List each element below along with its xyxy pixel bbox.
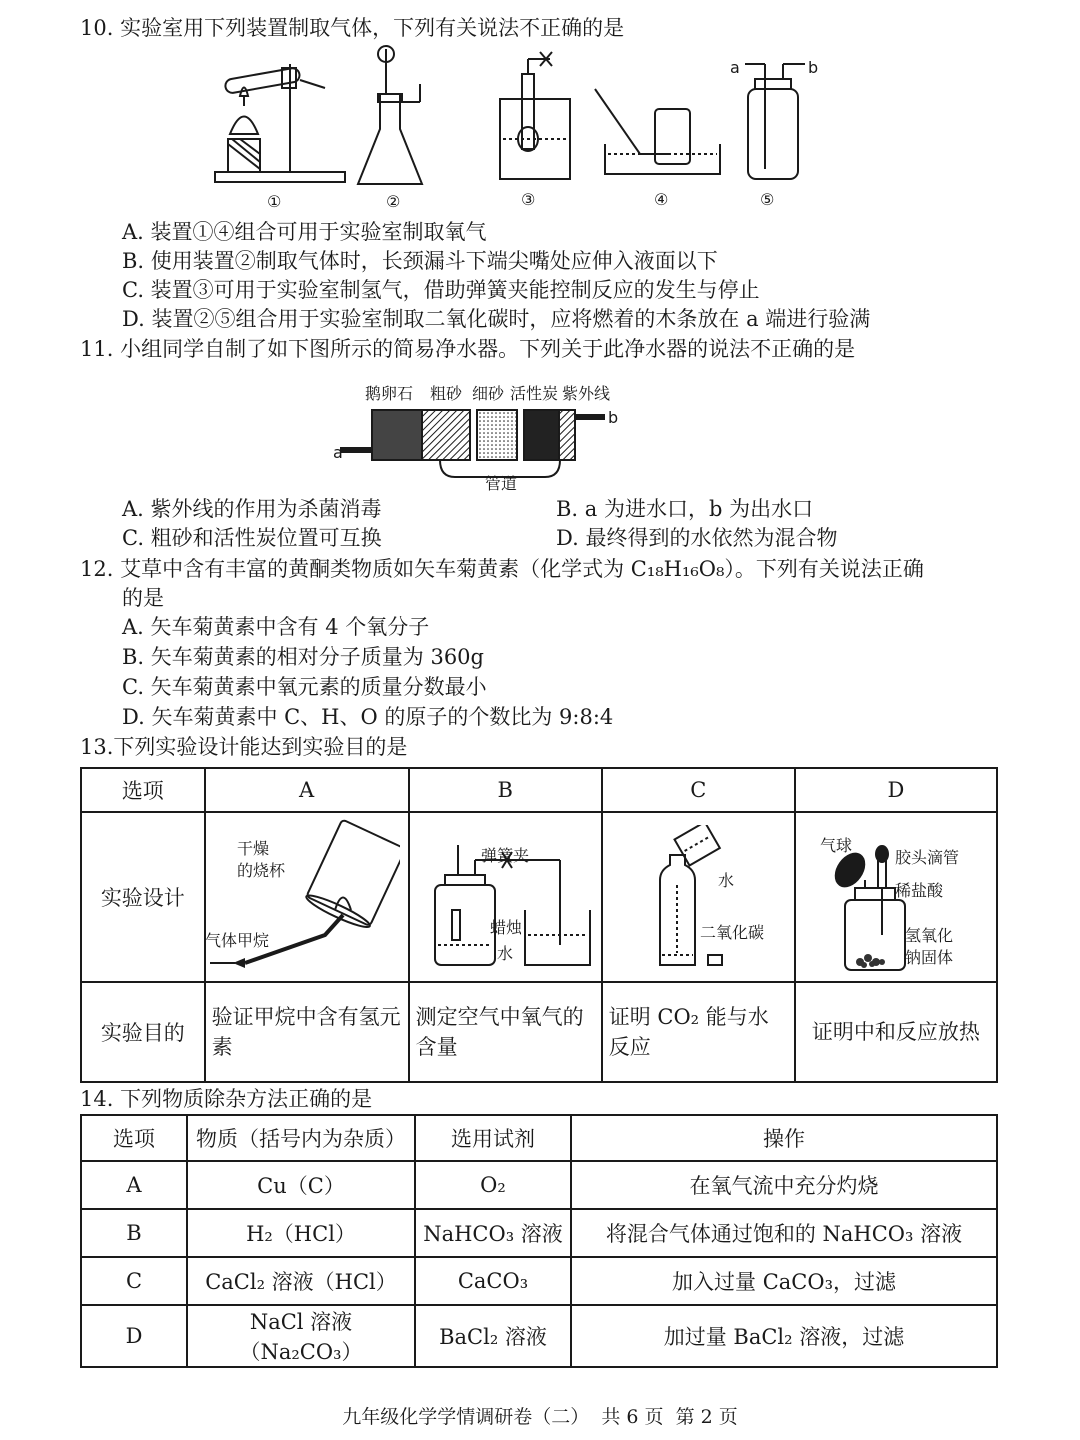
q11-option-a: A. 紫外线的作用为杀菌消毒 bbox=[122, 497, 382, 521]
q14-cell: 加入过量 CaCO₃，过滤 bbox=[571, 1257, 997, 1305]
layer-label-pebbles: 鹅卵石 bbox=[365, 384, 414, 403]
q11-option-c: C. 粗砂和活性炭位置可互换 bbox=[122, 526, 382, 550]
q14-cell: Cu（C） bbox=[187, 1161, 415, 1209]
q11-option-b: B. a 为进水口，b 为出水口 bbox=[556, 497, 814, 521]
q14-cell: C bbox=[81, 1257, 187, 1305]
q13-purpose-a: 验证甲烷中含有氢元素 bbox=[205, 982, 409, 1082]
figD-acid-label: 稀盐酸 bbox=[895, 881, 944, 900]
apparatus-label-5: ⑤ bbox=[760, 190, 775, 209]
q14-cell: NaCl 溶液（Na₂CO₃） bbox=[187, 1305, 415, 1367]
q12-option-c: C. 矢车菊黄素中氧元素的质量分数最小 bbox=[122, 675, 487, 699]
pipe-label: 管道 bbox=[485, 474, 518, 493]
layer-label-coarse-sand: 粗砂 bbox=[430, 384, 463, 403]
q14-header-row bbox=[81, 1115, 997, 1161]
q10-option-c: C. 装置③可用于实验室制氢气，借助弹簧夹能控制反应的发生与停止 bbox=[122, 278, 760, 302]
q14-table bbox=[80, 1114, 998, 1368]
page-footer: 九年级化学学情调研卷（二） 共 6 页 第 2 页 bbox=[342, 1406, 738, 1428]
q14-cell: B bbox=[81, 1209, 187, 1257]
q13-header-d: D bbox=[795, 768, 997, 812]
q13-purpose-b: 测定空气中氧气的含量 bbox=[409, 982, 602, 1082]
q10-option-d: D. 装置②⑤组合用于实验室制取二氧化碳时，应将燃着的木条放在 a 端进行验满 bbox=[122, 307, 871, 331]
q14-cell: BaCl₂ 溶液 bbox=[415, 1305, 571, 1367]
q14-header-substance: 物质（括号内为杂质） bbox=[187, 1115, 415, 1161]
q14-cell: 加过量 BaCl₂ 溶液，过滤 bbox=[571, 1305, 997, 1367]
q13-header-b: B bbox=[409, 768, 602, 812]
q11-purifier-figure bbox=[330, 395, 620, 485]
figD-dropper-label: 胶头滴管 bbox=[895, 848, 960, 867]
q14-row-d bbox=[81, 1305, 997, 1367]
q13-purpose-row bbox=[81, 982, 997, 1082]
q12-stem-line2: 的是 bbox=[122, 586, 164, 610]
layer-label-uv: 紫外线 bbox=[562, 384, 611, 403]
q13-purpose-d: 证明中和反应放热 bbox=[795, 982, 997, 1082]
end-a-label: a bbox=[333, 443, 343, 462]
layer-label-activated-carbon: 活性炭 bbox=[510, 384, 559, 403]
q14-cell: CaCl₂ 溶液（HCl） bbox=[187, 1257, 415, 1305]
q13-stem: 13.下列实验设计能达到实验目的是 bbox=[80, 735, 408, 759]
figA-beaker-label: 干燥 的烧杯 bbox=[237, 839, 286, 880]
q14-stem: 14. 下列物质除杂方法正确的是 bbox=[80, 1087, 373, 1111]
q11-option-d: D. 最终得到的水依然为混合物 bbox=[556, 526, 838, 550]
q13-design-label: 实验设计 bbox=[81, 812, 205, 982]
q13-header-c: C bbox=[602, 768, 795, 812]
figD-solid-label: 氢氧化 钠固体 bbox=[905, 926, 954, 967]
q13-header-a: A bbox=[205, 768, 409, 812]
q10-stem: 10. 实验室用下列装置制取气体，下列有关说法不正确的是 bbox=[80, 16, 625, 40]
port-b-label: b bbox=[808, 58, 819, 77]
apparatus-label-2: ② bbox=[386, 192, 401, 211]
q13-purpose-c: 证明 CO₂ 能与水反应 bbox=[602, 982, 795, 1082]
apparatus-label-3: ③ bbox=[521, 190, 536, 209]
q12-option-a: A. 矢车菊黄素中含有 4 个氧分子 bbox=[122, 615, 430, 639]
figC-water-label: 水 bbox=[718, 871, 735, 890]
q13-header-option: 选项 bbox=[81, 768, 205, 812]
q12-option-d: D. 矢车菊黄素中 C、H、O 的原子的个数比为 9:8:4 bbox=[122, 705, 614, 729]
q14-cell: H₂（HCl） bbox=[187, 1209, 415, 1257]
q13-figure-a bbox=[205, 815, 400, 980]
q14-header-option: 选项 bbox=[81, 1115, 187, 1161]
port-a-label: a bbox=[730, 58, 740, 77]
figD-balloon-label: 气球 bbox=[820, 836, 853, 855]
q13-purpose-label: 实验目的 bbox=[81, 982, 205, 1082]
q11-stem: 11. 小组同学自制了如下图所示的简易净水器。下列关于此净水器的说法不正确的是 bbox=[80, 337, 856, 361]
q14-row-a bbox=[81, 1161, 997, 1209]
q10-option-a: A. 装置①④组合可用于实验室制取氧气 bbox=[122, 220, 487, 244]
layer-label-fine-sand: 细砂 bbox=[472, 384, 505, 403]
q13-figure-c bbox=[640, 825, 760, 975]
q10-option-b: B. 使用装置②制取气体时，长颈漏斗下端尖嘴处应伸入液面以下 bbox=[122, 249, 718, 273]
q14-cell: 在氧气流中充分灼烧 bbox=[571, 1161, 997, 1209]
end-b-label: b bbox=[608, 408, 619, 427]
q14-row-c bbox=[81, 1257, 997, 1305]
q14-cell: D bbox=[81, 1305, 187, 1367]
q12-stem-line1: 12. 艾草中含有丰富的黄酮类物质如矢车菊黄素（化学式为 C₁₈H₁₆O₈）。下列有关说法正确 bbox=[80, 557, 924, 581]
q14-cell: CaCO₃ bbox=[415, 1257, 571, 1305]
figC-co2-label: 二氧化碳 bbox=[700, 923, 765, 942]
q14-cell: NaHCO₃ 溶液 bbox=[415, 1209, 571, 1257]
q12-option-b: B. 矢车菊黄素的相对分子质量为 360g bbox=[122, 645, 484, 669]
figB-water-label: 水 bbox=[497, 944, 514, 963]
q14-cell: A bbox=[81, 1161, 187, 1209]
figA-gas-label: 气体甲烷 bbox=[205, 931, 270, 950]
q13-header-row bbox=[81, 768, 997, 812]
q14-cell: 将混合气体通过饱和的 NaHCO₃ 溶液 bbox=[571, 1209, 997, 1257]
q14-header-reagent: 选用试剂 bbox=[415, 1115, 571, 1161]
apparatus-label-4: ④ bbox=[654, 190, 669, 209]
figB-clip-label: 弹簧夹 bbox=[481, 846, 530, 865]
q14-header-operation: 操作 bbox=[571, 1115, 997, 1161]
apparatus-label-1: ① bbox=[267, 192, 282, 211]
q14-row-b bbox=[81, 1209, 997, 1257]
figB-candle-label: 蜡烛 bbox=[490, 918, 523, 937]
q14-cell: O₂ bbox=[415, 1161, 571, 1209]
